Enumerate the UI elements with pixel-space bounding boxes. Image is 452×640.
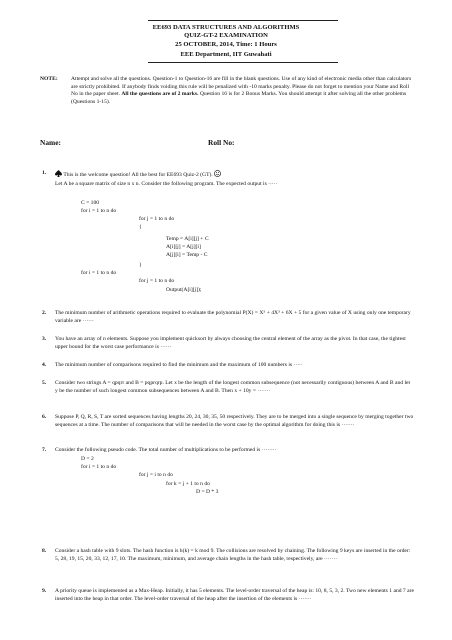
question-number: 1. (42, 170, 47, 176)
question-8 (42, 548, 414, 563)
code-line: Output(A[i][j]); (166, 287, 202, 293)
note-bold: All the questions are of 2 marks. (121, 91, 199, 97)
note-text: Attempt and solve all the questions. Question-1 to Question-16 are fill in the blank questions. Use of any kind of electronic media other than calculators are strictly prohibited. If anybody finds voiding this rule will be penalized with -10 marks penalty. Please do not forget to mention your Name and Roll No in the paper sheet. (71, 76, 412, 97)
exam-date: 25 OCTOBER, 2014, Time: 1 Hours (175, 41, 277, 48)
code-line: for j = 1 to n do (139, 278, 175, 284)
name-field-label: Name: (40, 138, 61, 147)
spade-icon (55, 170, 62, 181)
exam-course-title: EE693 DATA STRUCTURES AND ALGORITHMS (152, 24, 300, 31)
code-line: for j = i to n do (139, 472, 173, 478)
header-rule-top (148, 20, 338, 21)
question-text: A priority queue is implemented as a Max-Heap. Initially, it has 5 elements. The level-order traversal of the heap is: 10, 8, 5, 3, 2. Two new elements 1 and 7 are inserted into the heap in that order. The level-order traversal of the heap after the insertion of the elements is ······· (55, 588, 414, 602)
roll-field-label: Roll No: (208, 138, 235, 147)
question-number: 2. (42, 310, 47, 316)
question-number: 6. (42, 414, 47, 420)
question-text: Consider two strings A = qpqrr and B = pqprqrp. Let x be the length of the longest common subsequence (not necessarily contiguous) between A and B and let y be the number of such longest common subsequences between A and B. Then x + 10y = ······· (55, 380, 411, 394)
code-line: } (139, 262, 142, 268)
code-line: C = 100 (81, 200, 100, 206)
question-text: You have an array of n elements. Suppose you implement quicksort by always choosing the central element of the array as the pivot. In that case, the tightest upper bound for the worst case performance is ······ (55, 336, 406, 350)
code-line: A[i][j] = A[j][i] (166, 244, 201, 250)
question-number: 9. (42, 588, 47, 594)
question-number: 5. (42, 380, 47, 386)
code-line: for j = 1 to n do (139, 216, 175, 222)
question-9 (42, 588, 414, 603)
code-line: Temp = A[i][j] + C (166, 236, 209, 242)
exam-note (40, 76, 412, 106)
code-line: A[j][i] = Temp - C (166, 252, 208, 258)
note-label: NOTE: (40, 76, 58, 82)
question-5 (42, 380, 414, 395)
header-rule-bottom (148, 62, 338, 63)
note-rest: Question 16 is for 2 Bonus Marks. You should attempt it after solving all the other problems (Questions 1-15). (71, 91, 407, 105)
question-4 (42, 362, 414, 370)
question-text: The minimum number of comparisons required to find the minimum and the maximum of 100 numbers is ····· (55, 362, 303, 368)
question-1 (42, 170, 414, 188)
question-text: Consider a hash table with 9 slots. The hash function is h(k) = k mod 9. The collisions are resolved by chaining. The following 9 keys are inserted in the order: 5, 28, 19, 15, 20, 33, 12, 17, 10. The maximum, minimum, and average chain lengths in the hash table, respectively, are ······· (55, 548, 411, 562)
code-line: for k = j + 1 to n do (166, 481, 210, 487)
code-line: { (139, 224, 142, 230)
code-line: D = D * 3 (196, 489, 219, 495)
question-number: 7. (42, 447, 47, 453)
question-3 (42, 336, 414, 351)
code-line: for i = 1 to n do (81, 208, 117, 214)
question-number: 8. (42, 548, 47, 554)
question-6 (42, 414, 414, 429)
smiley-icon (214, 170, 221, 181)
question-7 (42, 447, 414, 455)
question-2 (42, 310, 414, 325)
exam-title: QUIZ-GT-2 EXAMINATION (184, 32, 268, 39)
question-text: The minimum number of arithmetic operations required to evaluate the polynomial P(X) = X⁵ + 4X³ + 6X + 5 for a given value of X using only one temporary variable are ······ (55, 310, 411, 324)
question-text: Suppose P, Q, R, S, T are sorted sequences having lengths 20, 24, 30, 35, 50 respectively. They are to be merged into a single sequence by merging together two sequences at a time. The number of comparisons that will be needed in the worst case by the optimal algorithm for doing this is ······· (55, 414, 414, 428)
code-line: D = 2 (81, 456, 94, 462)
question-number: 4. (42, 362, 47, 368)
question-text: Consider the following pseudo code. The total number of multiplications to be performed is ········ (55, 447, 277, 453)
code-line: for i = 1 to n do (81, 464, 117, 470)
question-1-line1: This is the welcome question! All the best for EE693 Quiz-2 (GT). (63, 172, 213, 178)
question-1-line2: Let A be a square matrix of size n x n. Consider the following program. The expected output is ····· (55, 180, 278, 187)
code-line: for i = 1 to n do (81, 270, 117, 276)
question-number: 3. (42, 336, 47, 342)
department: EEE Department, IIT Guwahati (180, 51, 272, 58)
